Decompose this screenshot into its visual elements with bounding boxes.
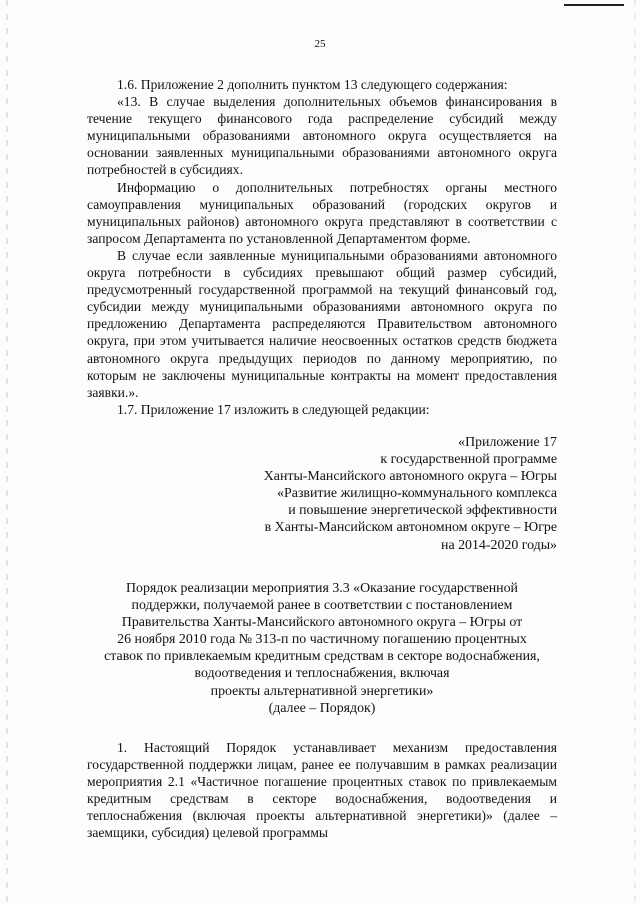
section-1-6-para-case: В случае если заявленные муниципальными образованиями автономного округа потребности в субсидиях превышают общий размер субсидий, предусмотренный государственной программой на текущий финансовый год, субсидии между муниципальными образованиями автономного округа по предложению Департамента распределяются Правительством автономного округа, при этом учитывается наличие неосвоенных остатков средств бюджета автономного округа предыдущих периодов по данному мероприятию, по которым не заключены муниципальные контракты на момент предоставления заявки.». (87, 247, 557, 400)
section-1-6 (87, 76, 557, 418)
page-number: 25 (314, 38, 326, 50)
appendix-header-line: в Ханты-Мансийском автономном округе – Югре (264, 520, 557, 536)
appendix-header (87, 434, 557, 554)
procedure-title-line: поддержки, получаемой ранее в соответствии с постановлением (131, 598, 513, 614)
procedure-title-line: ставок по привлекаемым кредитным средствам в секторе водоснабжения, (104, 649, 540, 665)
appendix-header-line: Ханты-Мансийского автономного округа – Югры (263, 469, 557, 485)
appendix-header-line: на 2014-2020 годы» (441, 537, 557, 553)
scan-edge-right (634, 0, 636, 905)
section-1-6-para-13: «13. В случае выделения дополнительных объемов финансирования в течение текущего финансового года распределение субсидий между муниципальными образованиями автономного округа осуществляется на основании заявленных муниципальными образованиями автономного округа потребностей в субсидиях. (87, 94, 557, 178)
procedure-title-line: проекты альтернативной энергетики» (210, 683, 434, 699)
section-1-6-intro: 1.6. Приложение 2 дополнить пунктом 13 следующего содержания: (117, 77, 508, 92)
scan-corner-mark (564, 4, 624, 6)
section-1-7-intro: 1.7. Приложение 17 изложить в следующей редакции: (117, 401, 430, 417)
procedure-title-line: Правительства Ханты-Мансийского автономного округа – Югры от (121, 615, 523, 631)
appendix-header-line: «Приложение 17 (458, 435, 557, 450)
procedure-title-line: 26 ноября 2010 года № 313-п по частичному погашению процентных (117, 632, 527, 648)
procedure-title-line: Порядок реализации мероприятия 3.3 «Оказание государственной (126, 581, 518, 596)
procedure-title-line: водоотведения и теплоснабжения, включая (194, 666, 450, 682)
appendix-header-line: «Развитие жилищно-коммунального комплекса (277, 486, 557, 502)
appendix-header-line: и повышение энергетической эффективности (288, 503, 557, 519)
section-1-6-para-info: Информацию о дополнительных потребностях органы местного самоуправления муниципальных образований (городских округов и муниципальных районов) автономного округа представляют в соответствии с запросом Департамента по установленной Департаментом форме. (87, 179, 557, 246)
point-1-text: 1. Настоящий Порядок устанавливает механизм предоставления государственной поддержки лицам, ранее ее получавшим в рамках реализации мероприятия 2.1 «Частичное погашение процентных ставок по привлекаемым кредитным средствам в секторе водоснабжения, водоотведения и теплоснабжения (включая проекты альтернативной энергетики)» (далее – заемщики, субсидия) целевой программы (87, 740, 557, 841)
appendix-header-line: к государственной программе (380, 452, 557, 468)
procedure-title (87, 580, 557, 717)
point-1 (87, 739, 557, 842)
scan-edge-left (6, 0, 8, 905)
procedure-title-line: (далее – Порядок) (268, 700, 376, 716)
